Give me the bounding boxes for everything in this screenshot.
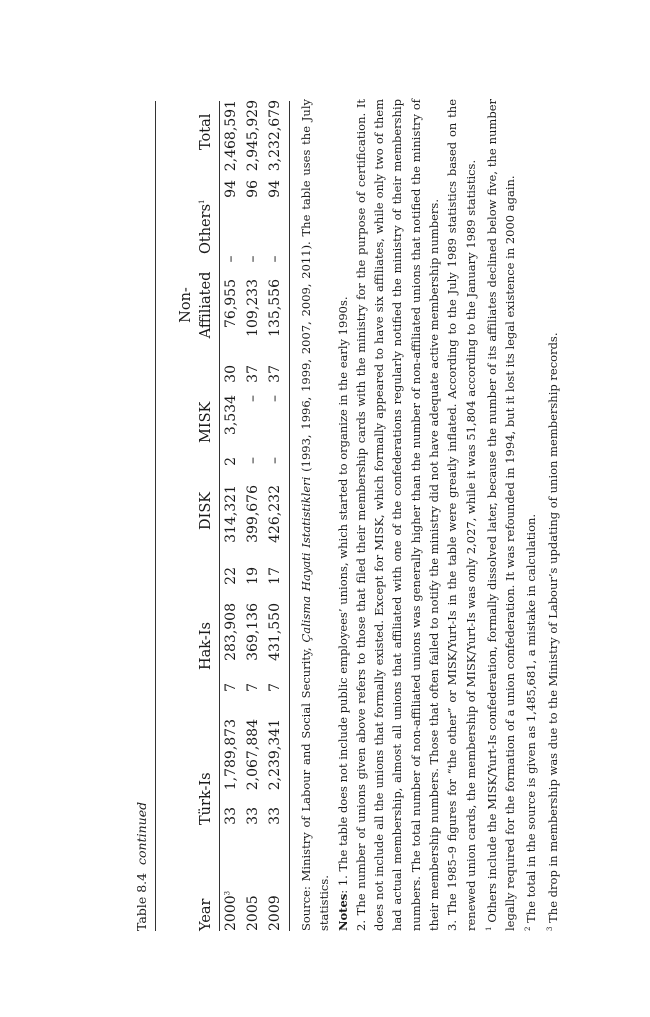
- caption-suffix: continued: [134, 801, 149, 865]
- year-cell: 2005: [245, 895, 261, 931]
- footnote-1: $^1$ Others include the MISK/Yurt-Is confederation, formally dissolved later, because the number of its affiliates declined below five, the number legally required for the formation of a union confederation. It was refounded in 1994, but it lost its legal existence in 2000 again.: [484, 99, 518, 931]
- non-affiliated-count: 37: [267, 365, 283, 383]
- bottom-rule: [289, 101, 290, 931]
- source-title: Çalisma Hayati Istatistikleri: [299, 476, 313, 643]
- disk-members: 426,232: [267, 485, 283, 543]
- non-affiliated-count: 37: [245, 365, 261, 383]
- turk-is-count: 33: [245, 807, 261, 825]
- others-count: –: [245, 255, 261, 263]
- misk-members: –: [245, 395, 261, 402]
- hak-is-count: 7: [223, 683, 239, 692]
- header-total: Total: [198, 113, 214, 150]
- hak-is-count: 7: [267, 683, 283, 692]
- source-note: Source: Ministry of Labour and Social Security, Çalisma Hayati Istatistikleri (1993, 1996, 1999, 2007, 2009, 2011). The table uses the July statistics.: [299, 99, 332, 931]
- disk-members: 399,676: [245, 485, 261, 543]
- disk-count: 17: [267, 567, 283, 585]
- caption-label: Table 8.4: [134, 872, 149, 931]
- disk-members: 314,321: [223, 485, 239, 543]
- misk-count: 2: [223, 457, 239, 466]
- disk-count: 22: [223, 567, 239, 585]
- year-cell: 2000$^3$: [223, 890, 239, 931]
- footnote-3: $^3$ The drop in membership was due to the Ministry of Labour’s updating of union membership records.: [545, 332, 560, 931]
- total-members: 3,232,679: [267, 100, 283, 172]
- header-misk: MISK: [198, 401, 214, 443]
- header-turk-is: Türk-Is: [198, 772, 214, 825]
- header-non-affiliated-line2: Affiliated: [198, 271, 214, 339]
- hak-is-members: 369,136: [245, 603, 261, 661]
- turk-is-members: 1,789,873: [223, 719, 239, 791]
- misk-count: –: [267, 457, 283, 464]
- total-count: 96: [245, 180, 261, 198]
- notes-label: Notes: [335, 893, 350, 931]
- note-3: 3. The 1985–9 figures for “the other” or MISK/Yurt-Is in the table were greatly inflated. According to the July 1989 statistics based on the renewed union cards, the membership of MISK/Yurt-Is was only 2,027, while it was 51,804 according to the January 1989 statistics.: [445, 99, 478, 931]
- disk-count: 19: [245, 567, 261, 585]
- others-count: –: [223, 255, 239, 263]
- total-count: 94: [267, 180, 283, 198]
- total-count: 94: [223, 180, 239, 198]
- non-affiliated-members: 76,955: [223, 279, 239, 328]
- table-caption: [134, 802, 149, 931]
- turk-is-count: 33: [223, 807, 239, 825]
- turk-is-count: 33: [267, 807, 283, 825]
- header-others: Others$^1$: [198, 199, 214, 254]
- header-hak-is: Hak-Is: [198, 622, 214, 670]
- misk-members: 3,534: [223, 395, 239, 436]
- header-disk: DISK: [198, 491, 214, 530]
- year-cell: 2009: [267, 895, 283, 931]
- turk-is-members: 2,239,341: [267, 719, 283, 791]
- non-affiliated-members: 135,556: [267, 279, 283, 337]
- non-affiliated-count: 30: [223, 365, 239, 383]
- others-count: –: [267, 255, 283, 263]
- header-year: Year: [198, 898, 214, 931]
- note-1: Notes: 1. The table does not include public employees’ unions, which started to organize in the early 1990s.: [335, 296, 350, 931]
- table-notes: [297, 99, 562, 931]
- total-members: 2,468,591: [223, 100, 239, 172]
- year-footnote-mark: 3: [223, 890, 232, 896]
- footnote-2: $^2$ The total in the source is given as 1,485,681, a mistake in calculation.: [524, 513, 539, 931]
- header-rule: [219, 101, 220, 931]
- misk-members: –: [267, 395, 283, 402]
- hak-is-members: 283,908: [223, 603, 239, 661]
- turk-is-members: 2,067,884: [245, 719, 261, 791]
- header-non-affiliated-line1: Non-: [178, 287, 194, 323]
- others-footnote-mark: 1: [198, 199, 207, 204]
- misk-count: –: [245, 457, 261, 464]
- total-members: 2,945,929: [245, 100, 261, 172]
- hak-is-count: 7: [245, 683, 261, 692]
- note-2: 2. The number of unions given above refers to those that filed their membership cards with the ministry for the purpose of certification. It does not include all the unions that formally existed. Except for MISK, which formally appeared to have six affiliates, while only two of them had actual membership, almost all unions that affiliated with one of the confederations regularly notified the ministry of their membership numbers. The total number of non-affiliated unions was generally higher than the number of non-affiliated unions that notified the ministry of their membership numbers. Those that often failed to notify the ministry did not have adequate active membership numbers.: [353, 99, 442, 931]
- top-rule: [155, 101, 156, 931]
- hak-is-members: 431,550: [267, 603, 283, 661]
- non-affiliated-members: 109,233: [245, 279, 261, 337]
